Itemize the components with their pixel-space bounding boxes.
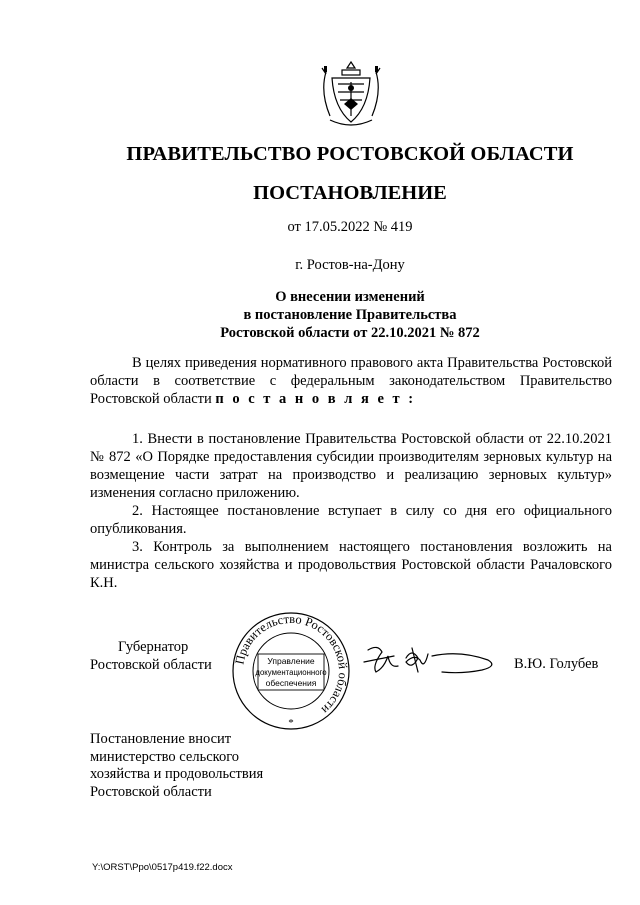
signatory-position (90, 638, 212, 674)
subject-line: О внесении изменений (275, 289, 425, 305)
position-line: Ростовской области (90, 657, 212, 673)
resolves-word: п о с т а н о в л я е т : (215, 391, 416, 407)
seal-ring-text: Правительство Ростовской области (232, 611, 351, 717)
position-line: Губернатор (118, 639, 189, 655)
resolution-item: 2. Настоящее постановление вступает в силу со дня его официального опубликования. (90, 503, 612, 537)
subject-heading (0, 288, 640, 342)
submitted-by-line: министерство сельского (90, 748, 240, 765)
coat-of-arms-icon (318, 58, 384, 130)
resolution-item: 3. Контроль за выполнением настоящего постановления возложить на министра сельского хозяйства и продовольствия Ростовской области Рачаловского К.Н. (90, 539, 612, 591)
city: г. Ростов-на-Дону (295, 257, 405, 273)
document-type: ПОСТАНОВЛЕНИЕ (253, 182, 447, 204)
submitted-by-line: Постановление вносит (90, 731, 232, 747)
seal-center-line: Управление (267, 656, 315, 666)
official-seal (230, 610, 352, 732)
seal-center-line: документационного (255, 668, 327, 677)
file-path: Y:\ORST\Ppo\0517p419.f22.docx (92, 862, 233, 873)
resolution-item: 1. Внести в постановление Правительства Ростовской области от 22.10.2021 № 872 «О Порядке предоставления субсидии производителям зерновых культур на возмещение части затрат на производство и реализацию зерновых культур» изменения согласно приложению. (90, 431, 612, 501)
subject-line: в постановление Правительства (243, 307, 457, 323)
submitted-by-line: Ростовской области (90, 783, 212, 800)
date-and-number: от 17.05.2022 № 419 (287, 219, 413, 235)
signatory-name: В.Ю. Голубев (514, 656, 599, 672)
seal-center-line: обеспечения (265, 678, 317, 688)
preamble-text: В целях приведения нормативного правового акта Правительства Ростовской области в соответствие с федеральным законодательством Правительство Ростовской области (90, 355, 612, 407)
preamble (90, 354, 612, 408)
organization-title: ПРАВИТЕЛЬСТВО РОСТОВСКОЙ ОБЛАСТИ (126, 143, 574, 165)
subject-line: Ростовской области от 22.10.2021 № 872 (220, 325, 480, 341)
seal-star: * (288, 717, 294, 729)
submitted-by (90, 731, 263, 801)
resolution-items (90, 430, 612, 592)
handwritten-signature (362, 640, 502, 680)
submitted-by-line: хозяйства и продовольствия (90, 766, 264, 782)
